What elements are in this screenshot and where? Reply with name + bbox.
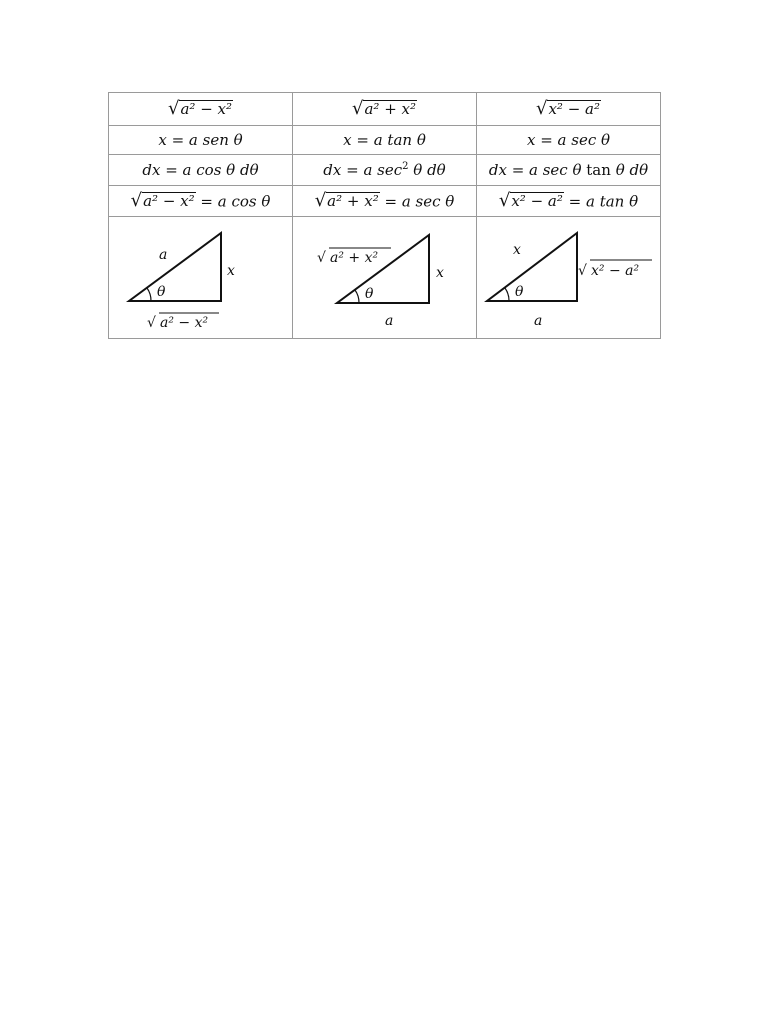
substitution-row: [109, 126, 661, 155]
right-triangle-2: [293, 217, 476, 338]
differential-cell: dx = a $\sec^2 \theta$ dθ: [293, 155, 477, 186]
radical-header-row: [109, 93, 661, 126]
adj-label: a² − x²: [160, 315, 209, 331]
substitution-cell: x = a tan θ: [293, 126, 477, 155]
triangle-cell: [109, 217, 293, 339]
trig-substitution-table: [108, 92, 661, 339]
differential-row: [109, 155, 661, 186]
result-cell: √ a² − x² = a cos θ: [109, 186, 293, 217]
adj-label: a: [385, 313, 394, 329]
header-cell: [477, 93, 661, 126]
result-row: [109, 186, 661, 217]
angle-label: θ: [157, 284, 166, 300]
opp-label: x² − a²: [591, 263, 640, 279]
opp-label: x: [436, 265, 444, 281]
sqrt-expression: √ x² − a²: [498, 190, 563, 212]
header-cell: [293, 93, 477, 126]
sqrt-expression: √ a² + x²: [314, 190, 379, 212]
triangle-cell: [293, 217, 477, 339]
hyp-label: x: [513, 242, 521, 258]
triangle-shape: [337, 235, 429, 303]
angle-arc: [505, 288, 509, 301]
result-cell: √ a² + x² = a sec θ: [293, 186, 477, 217]
opp-label: x: [227, 263, 235, 279]
sqrt-expression: √ a² + x²: [351, 98, 417, 120]
triangle-shape: [129, 233, 221, 301]
hyp-label: a² + x²: [330, 250, 379, 266]
header-cell: [109, 93, 293, 126]
hyp-label: a: [159, 247, 168, 263]
sqrt-expression: √ x² − a²: [535, 98, 601, 120]
sqrt-sign: √: [578, 263, 587, 279]
angle-arc: [355, 290, 359, 303]
right-triangle-1: [109, 217, 292, 338]
result-cell: √ x² − a² = a tan θ: [477, 186, 661, 217]
triangle-shape: [487, 233, 577, 301]
triangle-row: [109, 217, 661, 339]
sqrt-expression: √ a² − x²: [167, 98, 233, 120]
triangle-cell: [477, 217, 661, 339]
angle-arc: [147, 288, 151, 301]
sqrt-sign: √: [147, 315, 156, 331]
right-triangle-3: [477, 217, 660, 338]
differential-cell: dx = a sec θ tan θ dθ: [477, 155, 661, 186]
sqrt-expression: √ a² − x²: [130, 190, 195, 212]
differential-cell: dx = a cos θ dθ: [109, 155, 293, 186]
substitution-cell: x = a sen θ: [109, 126, 293, 155]
sqrt-sign: √: [317, 250, 326, 266]
angle-label: θ: [365, 286, 374, 302]
adj-label: a: [534, 313, 543, 329]
angle-label: θ: [515, 284, 524, 300]
substitution-cell: x = a sec θ: [477, 126, 661, 155]
